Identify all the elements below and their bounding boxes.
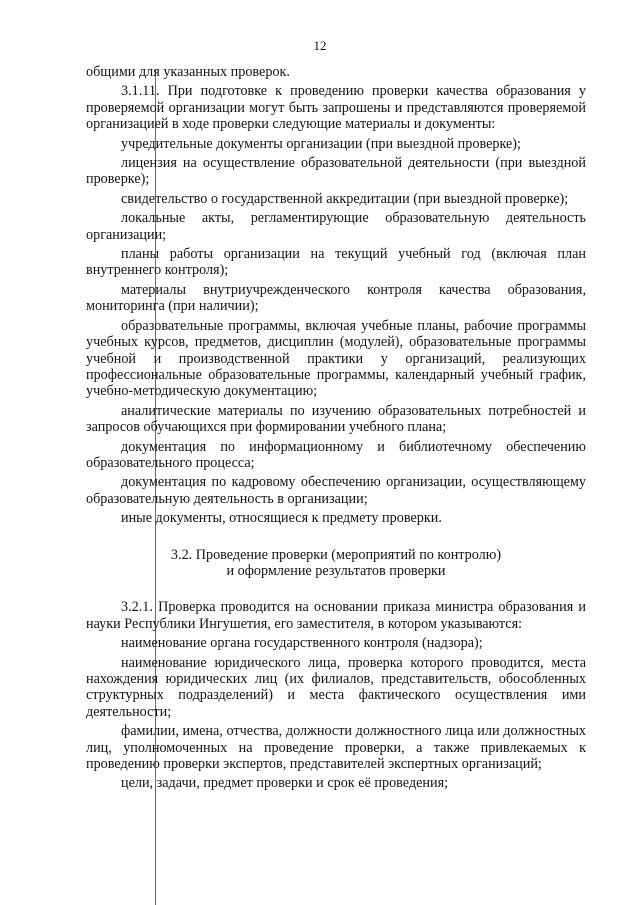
clause-3-1-11: 3.1.11. При подготовке к проведению проверки качества образования у проверяемой организации могут быть запрошены и представляются проверяемой организацией в ходе проверки следующие материалы и документы: <box>86 83 586 133</box>
material-item: образовательные программы, включая учебные планы, рабочие программы учебных курсов, предметов, дисциплин (модулей), образовательные программы учебной и производственной практики у организаций, реализующих профессиональные образовательные программы, календарный учебный график, учебно-методическую документацию; <box>86 317 586 400</box>
intro-text: общими для указанных проверок. <box>86 64 290 80</box>
material-item: аналитические материалы по изучению образовательных потребностей и запросов обучающихся при формировании учебного плана; <box>86 402 586 436</box>
order-item: наименование органа государственного контроля (надзора); <box>121 635 483 652</box>
document-body <box>86 64 586 795</box>
section-heading-line: 3.2. Проведение проверки (мероприятий по контролю) <box>170 546 502 563</box>
order-item: фамилии, имена, отчества, должности должностного лица или должностных лиц, уполномоченных на проведение проверки, а также привлекаемых к проведению проверки экспертов, представителей экспертных организаций; <box>86 723 586 773</box>
page-number: 12 <box>313 38 327 53</box>
order-item: цели, задачи, предмет проверки и срок её проведения; <box>121 775 449 792</box>
material-item: свидетельство о государственной аккредитации (при выездной проверке); <box>121 190 569 207</box>
material-item: лицензия на осуществление образовательной деятельности (при выездной проверке); <box>86 155 586 188</box>
material-item: локальные акты, регламентирующие образовательную деятельность организации; <box>86 210 586 243</box>
material-item: документация по кадровому обеспечению организации, осуществляющему образовательную деятельность в организации; <box>86 474 586 507</box>
section-heading <box>86 547 586 580</box>
material-item: учредительные документы организации (при выездной проверке); <box>121 135 521 152</box>
section-heading-line: и оформление результатов проверки <box>226 562 446 579</box>
material-item: иные документы, относящиеся к предмету проверки. <box>121 510 442 527</box>
order-item: наименование юридического лица, проверка которого проводится, места нахождения юридических лиц (их филиалов, представительств, обособленных структурных подразделений) и места фактического осуществления ими деятельности; <box>86 654 586 720</box>
material-item: материалы внутриучрежденческого контроля качества образования, мониторинга (при наличии); <box>86 281 586 315</box>
material-item: документация по информационному и библиотечному обеспечению образовательного процесса; <box>86 438 586 471</box>
material-item: планы работы организации на текущий учебный год (включая план внутреннего контроля); <box>86 246 586 279</box>
clause-3-2-1: 3.2.1. Проверка проводится на основании приказа министра образования и науки Республики Ингушетия, его заместителя, в котором указываются: <box>86 599 586 632</box>
